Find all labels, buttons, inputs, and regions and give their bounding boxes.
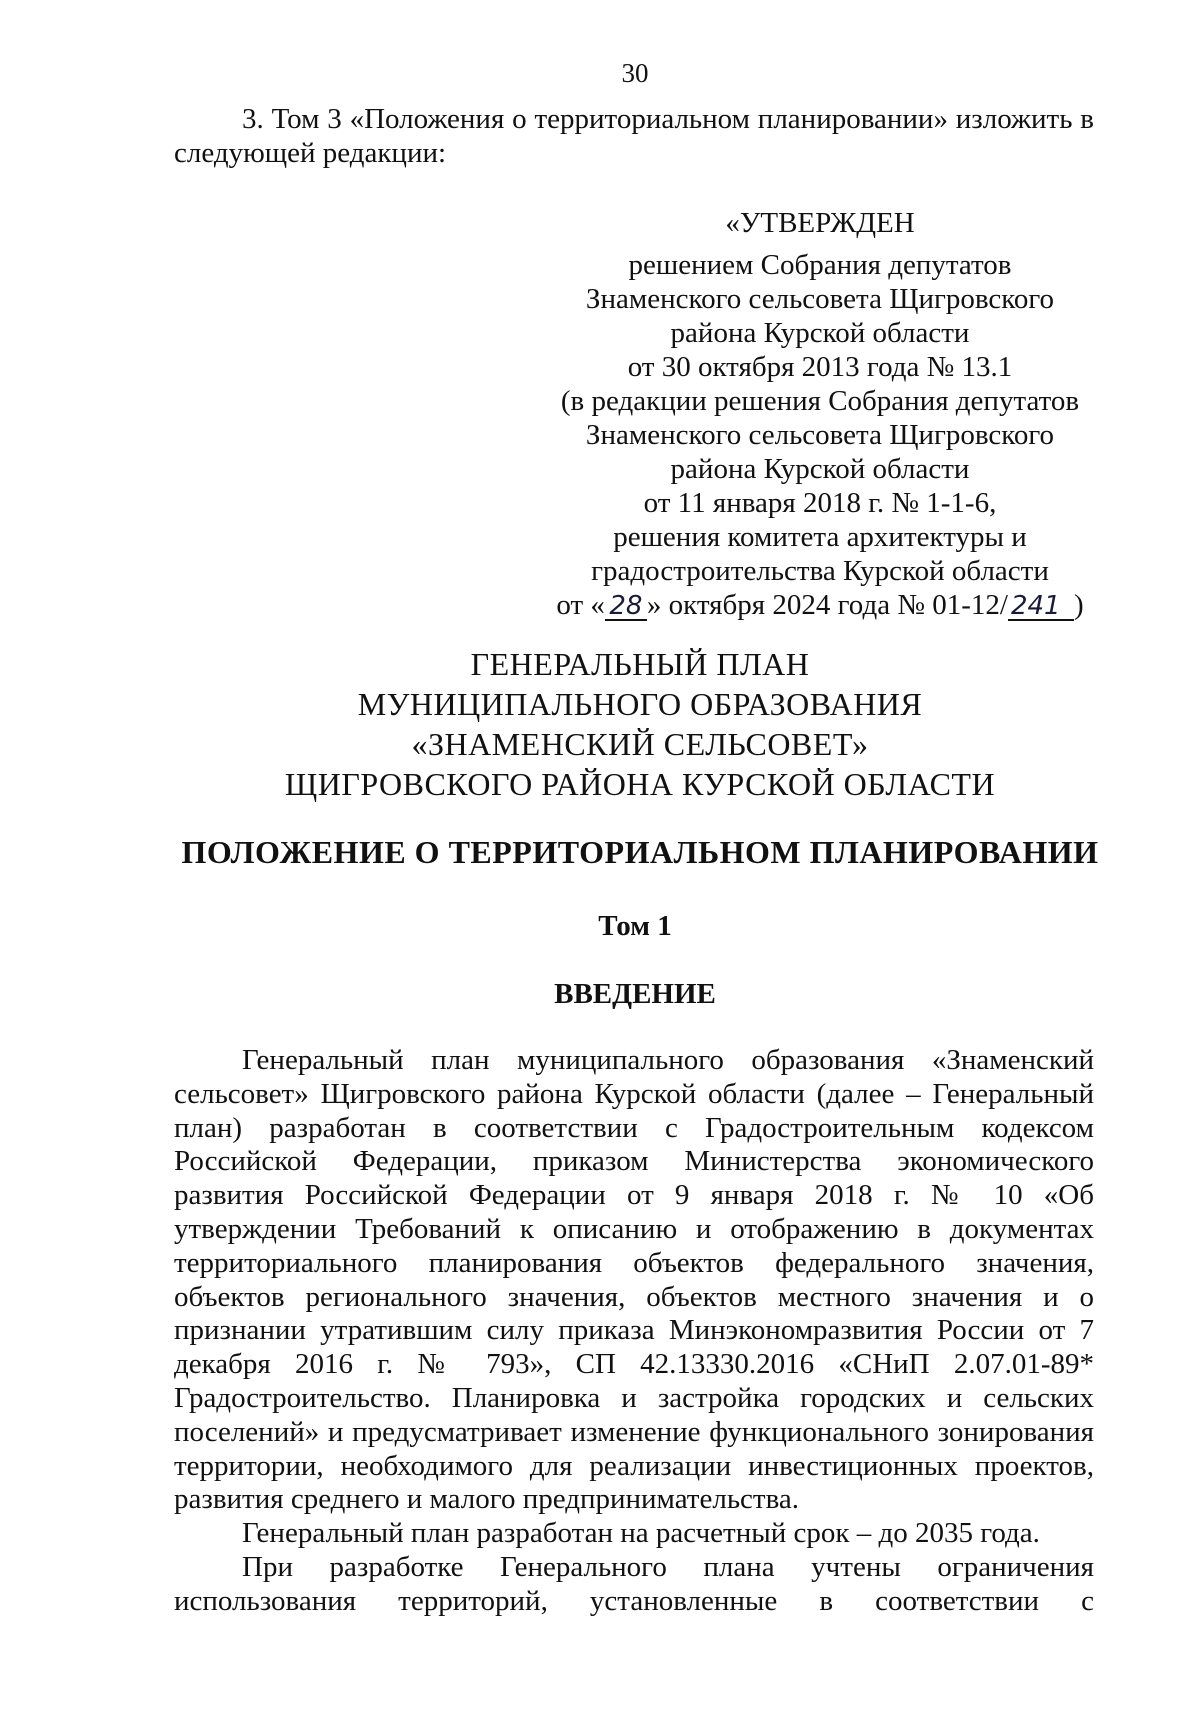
approval-date-middle: » октября 2024 года № 01-12/ <box>646 589 1008 621</box>
approval-line: (в редакции решения Собрания депутатов <box>560 385 1080 417</box>
volume-label: Том 1 <box>598 910 672 942</box>
approval-line: «УТВЕРЖДЕН <box>725 207 915 239</box>
approval-line: от 11 января 2018 г. № 1-1-6, <box>643 487 997 519</box>
introduction-heading: ВВЕДЕНИЕ <box>554 978 716 1010</box>
approval-date-suffix: ) <box>1073 589 1084 621</box>
title-line: МУНИЦИПАЛЬНОГО ОБРАЗОВАНИЯ <box>357 686 923 722</box>
approval-date-prefix: от « <box>556 589 605 621</box>
title-line: «ЗНАМЕНСКИЙ СЕЛЬСОВЕТ» <box>411 726 869 762</box>
approval-line: Знаменского сельсовета Щигровского <box>585 283 1055 315</box>
paragraph: Генеральный план разработан на расчетный срок – до 2035 года. <box>242 1517 1040 1550</box>
handwritten-number: 241 <box>1008 593 1074 621</box>
title-line: ЩИГРОВСКОГО РАЙОНА КУРСКОЙ ОБЛАСТИ <box>284 766 996 802</box>
body-text <box>174 1044 1094 1619</box>
general-plan-title <box>160 644 1120 804</box>
title-line: ГЕНЕРАЛЬНЫЙ ПЛАН <box>470 646 810 682</box>
approval-line: градостроительства Курской области <box>591 555 1049 587</box>
approval-stamp-block <box>520 206 1120 622</box>
approval-line: от 30 октября 2013 года № 13.1 <box>627 351 1013 383</box>
amendment-intro: 3. Том 3 «Положения о территориальном планировании» изложить в следующей редакции: <box>174 103 1094 169</box>
approval-line: Знаменского сельсовета Щигровского <box>585 419 1055 451</box>
page-number: 30 <box>621 58 649 88</box>
handwritten-day: 28 <box>605 593 647 621</box>
approval-line: района Курской области <box>670 317 970 349</box>
paragraph: При разработке Генерального плана учтены ограничения использования территорий, установленные в соответствии с <box>174 1550 1094 1617</box>
approval-line: района Курской области <box>670 453 970 485</box>
paragraph: Генеральный план муниципального образования «Знаменский сельсовет» Щигровского района Курской области (далее – Генеральный план) разработан в соответствии с Градостроительным кодексом Российской Федерации, приказом Министерства экономического развития Российской Федерации от 9 января 2018 г. № 10 «Об утверждении Требований к описанию и отображению в документах территориального планирования объектов федерального значения, объектов регионального значения, объектов местного значения и о признании утратившим силу приказа Минэкономразвития России от 7 декабря 2016 г. № 793», СП 42.13330.2016 «СНиП 2.07.01-89* Градостроительство. Планировка и застройка городских и сельских поселений» и предусматривает изменение функционального зонирования территории, необходимого для реализации инвестиционных проектов, развития среднего и малого предпринимательства. <box>174 1044 1094 1516</box>
approval-line: решением Собрания депутатов <box>628 249 1012 281</box>
approval-line: решения комитета архитектуры и <box>613 521 1027 553</box>
section-title: ПОЛОЖЕНИЕ О ТЕРРИТОРИАЛЬНОМ ПЛАНИРОВАНИИ <box>181 834 1099 870</box>
approval-date-line <box>520 588 1120 622</box>
